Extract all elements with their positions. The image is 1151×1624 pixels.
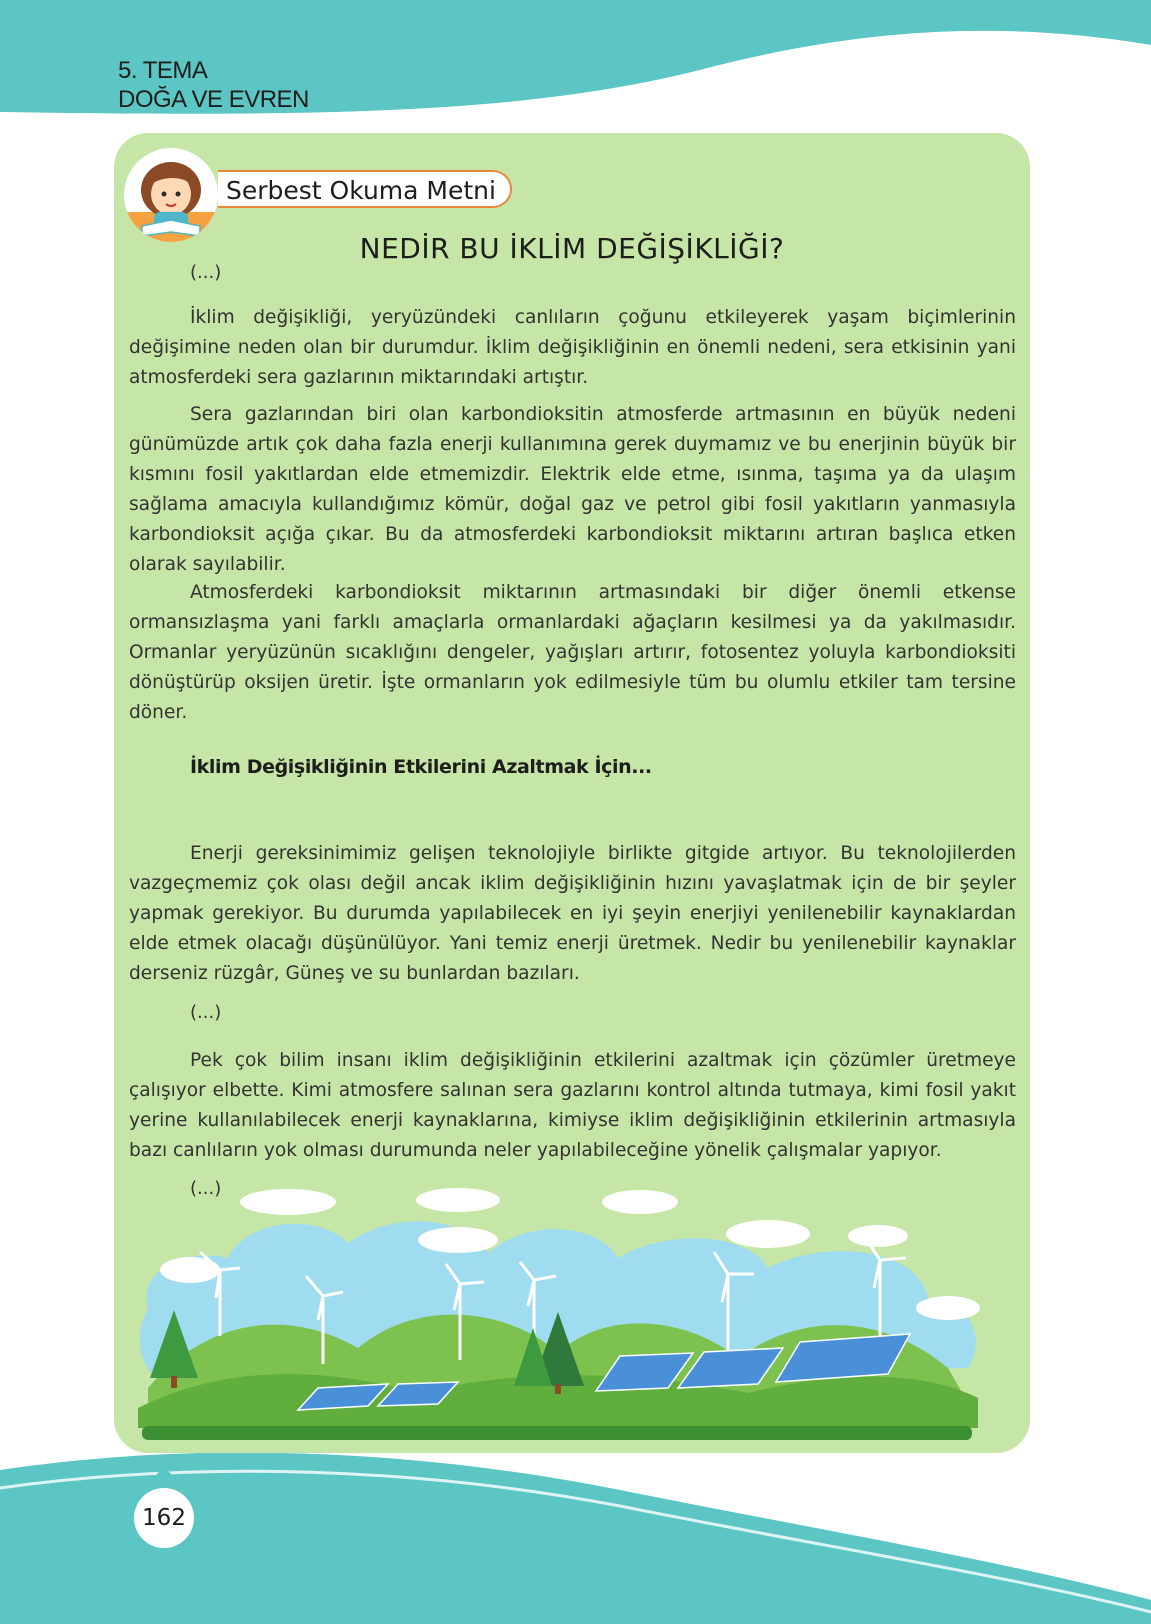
ellipsis-2: (...) xyxy=(190,1002,222,1023)
paragraph-1: İklim değişikliği, yeryüzündeki canlıların çoğunu etkileyerek yaşam biçimlerinin değişimine neden olan bir durumdur. İklim değişikliğinin en önemli nedeni, sera etkisinin yani atmosferdeki sera gazlarının miktarındaki artıştır. xyxy=(129,307,1016,388)
ellipsis-3: (...) xyxy=(190,1178,222,1199)
girl-reading-avatar xyxy=(124,148,218,242)
paragraph-4: Enerji gereksinimimiz gelişen teknolojiyle birlikte gitgide artıyor. Bu teknolojilerden vazgeçmemiz çok olası değil ancak iklim değişikliğinin hızını yavaşlatmak için de bir şeyler yapmak gerekiyor. Bu durumda yapılabilecek en iyi şeyin enerjiyi yenilenebilir kaynaklardan elde etmek olacağı düşünülüyor. Yani temiz enerji üretmek. Nedir bu yenilenebilir kaynaklar derseniz rüzgâr, Güneş ve su bunlardan bazıları. xyxy=(129,843,1016,984)
paragraph-3: Atmosferdeki karbondioksit miktarının artmasındaki bir diğer önemli etkense ormansızlaşma yani farklı amaçlarla ormanlardaki ağaçların kesilmesi ya da yakılmasıdır. Ormanlar yeryüzünün sıcaklığını dengeler, yağışları artırır, fotosentez yoluyla karbondioksiti dönüştürüp oksijen üretir. İşte ormanların yok edilmesiyle tüm bu olumlu etkiler tam tersine döner. xyxy=(129,582,1016,723)
cloud-icon xyxy=(416,1188,500,1212)
paragraph-5: Pek çok bilim insanı iklim değişikliğinin etkilerini azaltmak için çözümler üretmeye çalışıyor elbette. Kimi atmosfere salınan sera gazlarını kontrol altında tutmaya, kimi fosil yakıt yerine kullanılabilecek enerji kaynaklarına, kimiyse iklim değişikliğinin etkilerinin artmasıyla bazı canlıların yok olması durumunda neler yapılabileceğine yönelik çalışmalar yapıyor. xyxy=(129,1050,1016,1161)
ground-strip xyxy=(142,1426,972,1440)
theme-title: DOĞA VE EVREN xyxy=(118,86,309,113)
cloud-icon xyxy=(418,1227,498,1253)
cloud-icon xyxy=(240,1189,336,1215)
ellipsis-1: (...) xyxy=(190,262,222,283)
theme-header xyxy=(118,56,309,114)
cloud-icon xyxy=(848,1225,908,1247)
page-number: 162 xyxy=(134,1488,194,1548)
cloud-icon xyxy=(916,1296,980,1320)
free-reading-label: Serbest Okuma Metni xyxy=(218,170,512,208)
page-title: NEDİR BU İKLİM DEĞİŞİKLİĞİ? xyxy=(359,232,785,265)
section-subheading: İklim Değişikliğinin Etkilerini Azaltmak İçin... xyxy=(190,756,652,778)
girl-reading-icon xyxy=(124,148,218,242)
renewable-energy-illustration xyxy=(128,1188,1008,1450)
cloud-icon xyxy=(726,1220,810,1248)
paragraph-2: Sera gazlarından biri olan karbondioksitin atmosferde artmasının en büyük nedeni günümüzde artık çok daha fazla enerji kullanımına gerek duymamız ve bu enerjinin büyük bir kısmını fosil yakıtlardan elde etmemizdir. Elektrik elde etme, ısınma, taşıma ya da ulaşım sağlama amacıyla kullandığımız kömür, doğal gaz ve petrol gibi fosil yakıtların yanmasıyla karbondioksit açığa çıkar. Bu da atmosferdeki karbondioksit miktarını artıran başlıca etken olarak sayılabilir. xyxy=(129,404,1016,575)
cloud-icon xyxy=(602,1190,678,1214)
theme-number: 5. TEMA xyxy=(118,57,208,84)
page-number-bubble-dot xyxy=(156,1470,172,1486)
